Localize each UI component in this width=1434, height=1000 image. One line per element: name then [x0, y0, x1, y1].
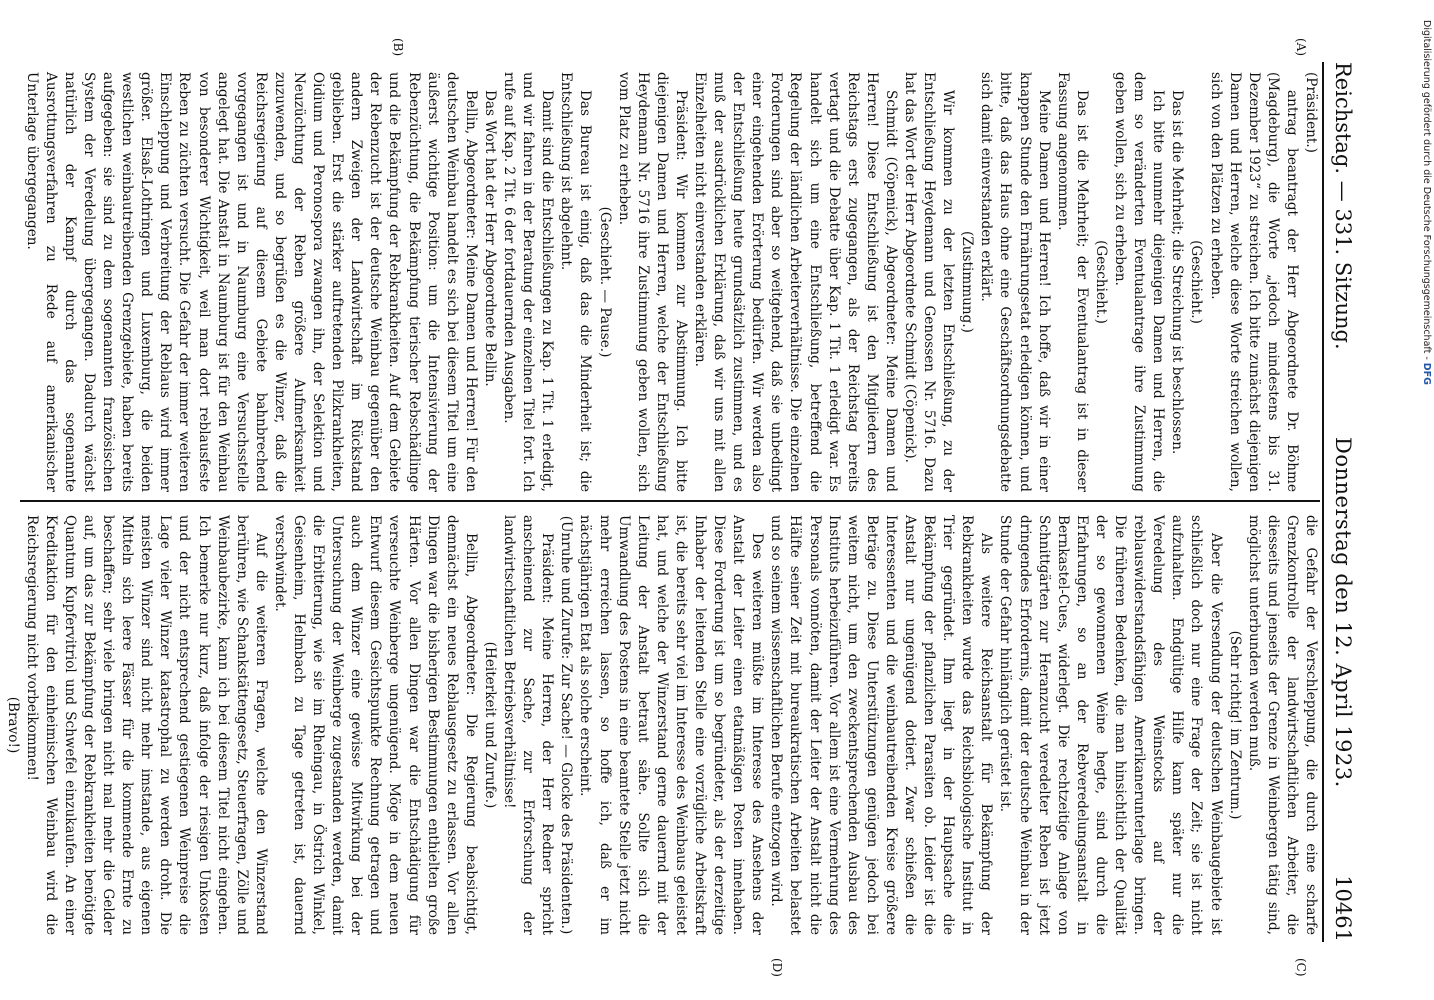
header-session: Reichstag. — 331. Sitzung.: [1331, 62, 1355, 350]
paragraph: Bellin, Abgeordneter: Die Regierung beabsichtigt, demnächst ein neues Reblausgesetz zu erlassen. Vor allen Dingen war die bisherigen Bestimmungen enthielten große Härten. Vor allen Dingen war die Entschädigung für verseuchte Weinberge ungenügend. Möge in dem neuen Entwurf diesem Gesichtspunkte Rechnung getragen und auch dem Winzer eine gewisse Mitwirkung bei der Untersuchung der Weinberge zugestanden werden, damit die Erbitterung, wie sie im Rheingau, in Östrich Winkel, Geisenheim, Helmbach zu Tage getreten ist, dauernd verschwindet.: [271, 515, 479, 935]
interjection: (Unruhe und Zurufe: Zur Sache! — Glocke des Präsidenten.): [558, 515, 575, 935]
paragraph: Wir kommen zu der letzten Entschließung, zu der Entschließung Heydemann und Genossen Nr. 5716. Dazu hat das Wort der Herr Abgeordnete Schmidt (Cöpenick).: [902, 72, 957, 492]
margin-label-c: (C): [1294, 958, 1308, 977]
paragraph: Das ist die Mehrheit; der Eventualantrag ist in dieser Fassung angenommen.: [1054, 72, 1090, 492]
paragraph: die Gefahr der Verschleppung, die durch eine scharfe Grenzkontrolle der landwirtschaftlichen Arbeiter, die diesseits und jenseits der Grenze in Weinbergen tätig sind, möglichst unterbunden werden muß.: [1245, 515, 1319, 935]
right-column: [3, 515, 1320, 935]
paragraph: Das Wort hat der Herr Abgeordnete Bellin.: [481, 90, 498, 387]
margin-label-d: (D): [770, 958, 784, 977]
header-date: Donnerstag den 12. April 1923.: [1331, 436, 1355, 788]
paragraph: antrag beantragt der Herr Abgeordnete Dr. Böhme (Magdeburg), die Worte „jedoch mindestens bis 31. Dezember 1923“ zu streichen. Ich bitte zunächst diejenigen Damen und Herren, welche diese Worte streichen wollen, sich von den Plätzen zu erheben.: [1207, 72, 1300, 492]
interjection: (Zustimmung.): [959, 231, 976, 333]
paragraph: Das ist die Mehrheit; die Streichung ist beschlossen.: [1169, 90, 1186, 455]
interjection: (Geschieht. — Pause.): [596, 206, 613, 358]
interjection: (Heiterkeit und Zurufe.): [481, 641, 498, 809]
header-rule: [1322, 62, 1324, 942]
paragraph: Das Bureau ist einig, daß das die Minderheit ist; die Entschließung ist abgelehnt.: [558, 72, 594, 492]
digitization-credit: [1412, 10, 1434, 990]
left-column: [22, 72, 1320, 492]
page-number: 10461: [1331, 875, 1355, 942]
interjection: (Sehr richtig! im Zentrum.): [1226, 630, 1243, 820]
paragraph: (Präsident.): [1303, 72, 1319, 153]
page-header: [1326, 62, 1360, 942]
column-divider: [20, 500, 1320, 502]
paragraph: Damit sind die Entschließungen zu Kap. 1 Tit. 1 erledigt, und wir fahren in der Beratung der einzelnen Titel fort. Ich rufe auf Kap. 2 Tit. 6 der fortdauernden Ausgaben.: [501, 72, 556, 492]
paragraph: Schmidt (Cöpenick), Abgeordneter: Meine Damen und Herren! Diese Entschließung ist den Mitgliedern des Reichstags erst zugegangen, als der Reichstag bereits vertagt und die Debatte über Kap. 1 Tit. 1 erledigt war. Es handelt sich um eine Entschließung, betreffend die Regelung der ländlichen Arbeiterverhältnisse. Die einzelnen Forderungen sind aber so weitgehend, daß sie unbedingt einer eingehenden Erörterung bedürfen. Wir werden also der Entschließung heute grundsätzlich zustimmen, und es muß der ausdrücklichen Erklärung, daß wir uns mit allen Einzelheiten nicht einverstanden erklären.: [692, 72, 899, 492]
paragraph: Des weiteren müßte im Interesse des Ansehens der Anstalt der Leiter einen etatmäßigen Posten innehaben. Diese Forderung ist um so begründeter, als der derzeitige Inhaber der leitenden Stelle eine vorzügliche Arbeitskraft ist, die bereits sehr viel im Interesse des Weinbaus geleistet hat, und welche der Winzerstand gerne dauernd mit der Leitung der Anstalt betraut sähe. Sollte sich die Umwandlung des Postens in eine beamtete Stelle jetzt nicht mehr erreichen lassen, so hoffe ich, daß er im nächstjährigen Etat als solche erscheint.: [577, 515, 766, 935]
margin-label-b: (B): [391, 38, 405, 57]
interjection: (Geschieht.): [1092, 240, 1109, 324]
paragraph: Präsident: Wir kommen zur Abstimmung. Ich bitte diejenigen Damen und Herren, welche der Entschließung Heydemann Nr. 5716 ihre Zustimmung geben wollen, sich vom Platz zu erheben.: [615, 72, 689, 492]
paragraph: Aber die Versendung der deutschen Weinbaugebiete ist schließlich doch nur eine Frage der Zeit; sie ist nicht aufzuhalten. Endgültige Hilfe kann später nur die Veredelung des Weinstocks auf der reblauswiderstandsfähigen Amerikanerunterlage bringen. Die früheren Bedenken, die man hinsichtlich der Qualität der so gewonnenen Weine hegte, sind durch die Erfahrungen, so an der Rebveredelungsanstalt in Bernkastel-Cues, widerlegt. Die rechtzeitige Anlage von Schnittgärten zur Heranzucht veredelter Reben ist jetzt dringendes Erfordernis, damit der deutsche Weinbau in der Stunde der Gefahr hinlänglich gerüstet ist.: [997, 515, 1224, 935]
margin-label-a: (A): [1294, 38, 1308, 57]
paragraph: Bellin, Abgeordneter: Meine Damen und Herren! Für den deutschen Weinbau handelt es sich bei diesem Titel um eine äußerst wichtige Position: um die Intensivierung der Rebenzüchtung, die Bekämpfung tierischer Rebschädlinge und die Bekämpfung der Rebkrankheiten. Auf dem Gebiete der Rebenzucht ist der deutsche Weinbau gegenüber den andern Zweigen der Landwirtschaft im Rückstand geblieben. Erst die stärker auftretenden Pilzkrankheiten, Oidium und Peronospora zwangen ihn, der Selektion und Neuzüchtung der Reben größere Aufmerksamkeit zuzuwenden, und so begrüßen es die Winzer, daß die Reichsregierung auf diesem Gebiete bahnbrechend vorgegangen ist und in Naumburg eine Versuchsstelle angelegt hat. Die Anstalt in Naumburg ist für den Weinbau von besonderer Wichtigkeit, weil man dort reblausfeste Reben zu züchten versucht. Die Gefahr der immer weiteren Einschleppung und Verbreitung der Reblaus wird immer größer. Elsaß-Lothringen und Luxemburg, die beiden westlichen weinbautreibenden Grenzgebiete, haben bereits aufgegeben: sie sind zu dem sogenannten französischen System der Veredelung übergegangen. Dadurch wächst natürlich der Kampf durch das sogenannte Ausrottungsverfahren zu Rede auf amerikanischer Unterlage übergegangen.: [23, 72, 479, 492]
paragraph: Meine Damen und Herren! Ich hoffe, daß wir in einer knappen Stunde den Ernährungsetat erledigen können, und bitte, daß das Haus ohne eine Geschäftsordnungsdebatte sich damit einverstanden erklärt.: [978, 72, 1052, 492]
dfg-logo: DFG: [1421, 362, 1432, 385]
credit-text: Digitalisierung gefördert durch die Deutsche Forschungsgemeinschaft -: [1421, 20, 1432, 360]
paragraph: Als weitere Reichsanstalt für Bekämpfung der Rebkrankheiten wurde das Reichsbiologische Institut in Trier gegründet. Ihm liegt in der Hauptsache die Bekämpfung der pflanzlichen Parasiten ob. Leider ist die Anstalt nur ungenügend dotiert. Zwar schießen die Interessenten und die weinbautreibenden Kreise größere Beträge zu. Diese Unterstützungen genügen jedoch bei weitem nicht, um den zweckentsprechenden Ausbau des Instituts herbeizuführen. Vor allem ist eine Vermehrung des Personals vonnöten, damit der Leiter der Anstalt nicht die Hälfte seiner Zeit mit bureaukratischen Arbeiten belastet und so seinem wissenschaftlichen Berufe entzogen wird.: [768, 515, 995, 935]
paragraph: Auf die weiteren Fragen, welche den Winzerstand berühren, wie Schankstättengesetz, Steuerfragen, Zölle und Weinbaubezirke, kann ich bei diesem Titel nicht eingehen. Ich bemerke nur kurz, daß infolge der riesigen Unkosten und der nicht entsprechend gestiegenen Weinpreise die Lage vieler Winzer katastrophal zu werden droht. Die meisten Winzer sind nicht mehr imstande, aus eigenen Mitteln sich leere Fässer für die kommende Ernte zu beschaffen; sehr viele bringen nicht mal mehr die Gelder auf, um das zur Bekämpfung der Rebkrankheiten benötigte Quantum Kupfervitriol und Schwefel einzukaufen. An einer Kreditaktion für den einheimischen Weinbau wird die Reichsregierung nicht vorbeikommen!: [23, 515, 269, 935]
paragraph: Ich bitte nunmehr diejenigen Damen und Herren, die dem so veränderten Eventualantrage ihre Zustimmung geben wollen, sich zu erheben.: [1112, 72, 1167, 492]
interjection: (Bravo!): [4, 696, 21, 754]
paragraph: Präsident: Meine Herren, der Herr Redner spricht anscheinend zur Sache, zur Erforschung der landwirtschaftlichen Betriebsverhältnisse!: [501, 515, 556, 935]
interjection: (Geschieht.): [1188, 240, 1205, 324]
